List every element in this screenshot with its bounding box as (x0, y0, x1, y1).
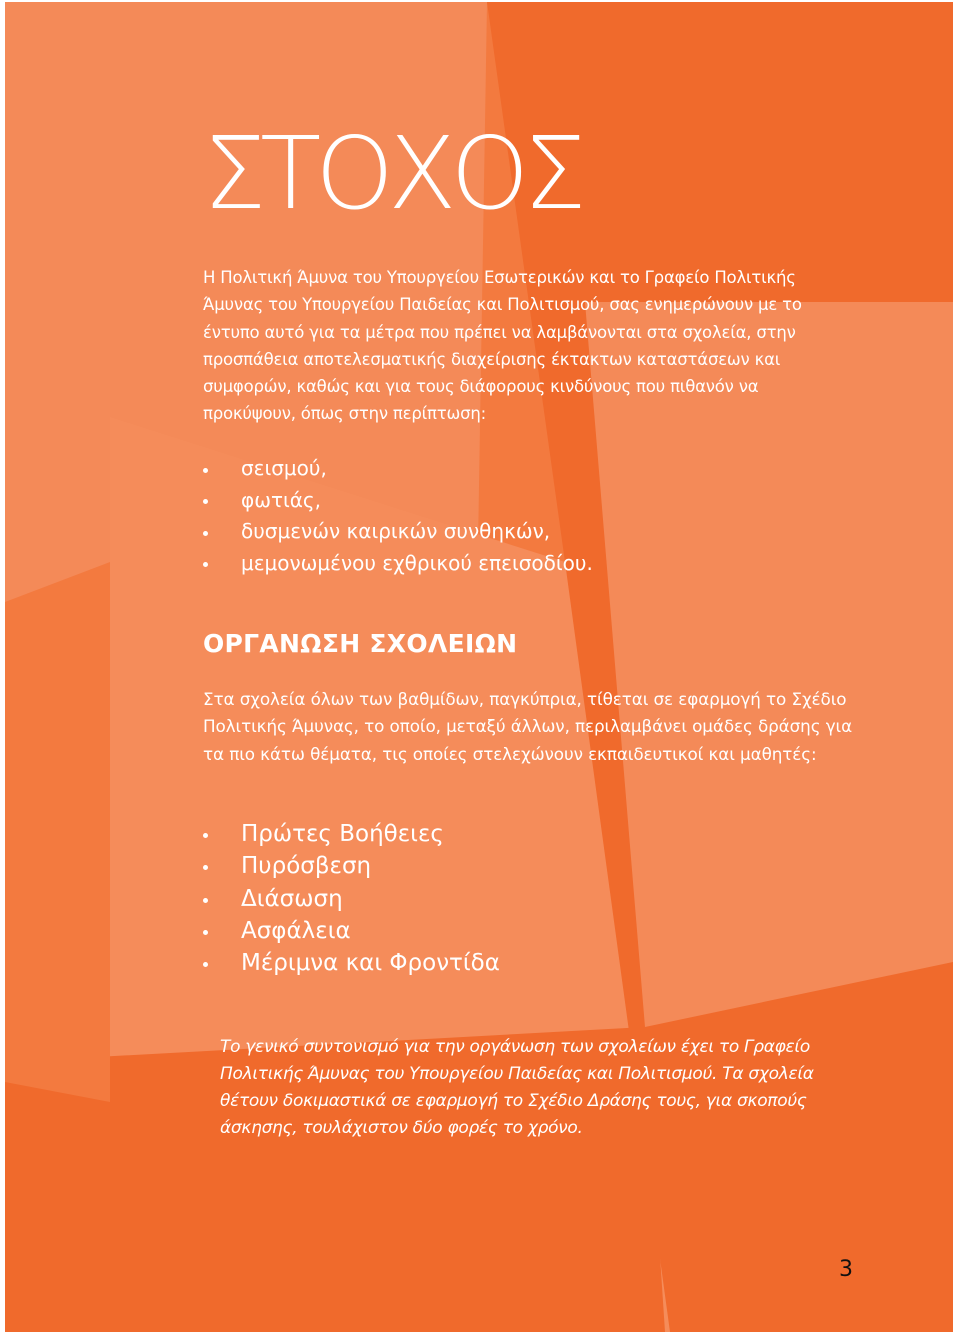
list-item (203, 453, 593, 485)
hazard-label: μεμονωμένου εχθρικού επεισοδίου. (241, 550, 593, 575)
hazard-list (203, 453, 593, 579)
list-item (203, 516, 593, 548)
intro-paragraph (203, 264, 843, 428)
team-label: Πρώτες Βοήθειες (241, 821, 444, 847)
team-label: Διάσωση (241, 885, 343, 912)
page-number: 3 (839, 1257, 853, 1282)
hazard-label: δυσμενών καιρικών συνθηκών, (241, 519, 551, 543)
note-text: Το γενικό συντονισμό για την οργάνωση των σχολείων έχει το Γραφείο Πολιτικής Άμυνας του Υπουργείου Παιδείας και Πολιτισμού. Τα σχολεία θέτουν δοκιμαστικά σε εφαρμογή το Σχέδιο Δράσης τους, για σκοπούς άσκησης, τουλάχιστον δύο φορές το χρόνο. (220, 1037, 814, 1138)
team-list (203, 818, 500, 979)
list-item (203, 915, 500, 947)
bullet-icon (203, 468, 208, 473)
list-item (203, 818, 500, 850)
team-label: Μέριμνα και Φροντίδα (241, 950, 500, 977)
hazard-label: φωτιάς, (241, 487, 322, 512)
hazard-label: σεισμού, (241, 456, 327, 480)
bullet-icon (203, 833, 208, 838)
bullet-icon (203, 499, 208, 504)
list-item (203, 947, 500, 979)
list-item (203, 548, 593, 580)
organization-text: Στα σχολεία όλων των βαθμίδων, παγκύπρια, τίθεται σε εφαρμογή το Σχέδιο Πολιτικής Άμυνας, το οποίο, μεταξύ άλλων, περιλαμβάνει ομάδες δράσης για τα πιο κάτω θέματα, τις οποίες στελεχώνουν εκπαιδευτικοί και μαθητές: (203, 689, 853, 764)
bullet-icon (203, 962, 208, 967)
coordination-note (220, 1034, 860, 1142)
intro-text: Η Πολιτική Άμυνα του Υπουργείου Εσωτερικών και το Γραφείο Πολιτικής Άμυνας του Υπουργείου Παιδείας και Πολιτισμού, σας ενημερώνουν με το έντυπο αυτό για τα μέτρα που πρέπει να λαμβάνονται στα σχολεία, στην προσπάθεια αποτελεσματικής διαχείρισης έκτακτων καταστάσεων και συμφορών, καθώς και για τους διάφορους κινδύνους που πιθανόν να προκύψουν, όπως στην περίπτωση: (203, 268, 802, 424)
section-heading: ΟΡΓΑΝΩΣΗ ΣΧΟΛΕΙΩΝ (203, 629, 518, 658)
list-item (203, 850, 500, 882)
list-item (203, 883, 500, 915)
page-title: ΣΤΟΧΟΣ (203, 115, 581, 232)
list-item (203, 485, 593, 517)
bullet-icon (203, 562, 208, 567)
bullet-icon (203, 930, 208, 935)
team-label: Ασφάλεια (241, 917, 351, 944)
page (5, 2, 953, 1332)
organization-paragraph (203, 686, 863, 768)
team-label: Πυρόσβεση (241, 853, 372, 880)
bullet-icon (203, 898, 208, 903)
bullet-icon (203, 531, 208, 536)
bullet-icon (203, 865, 208, 870)
